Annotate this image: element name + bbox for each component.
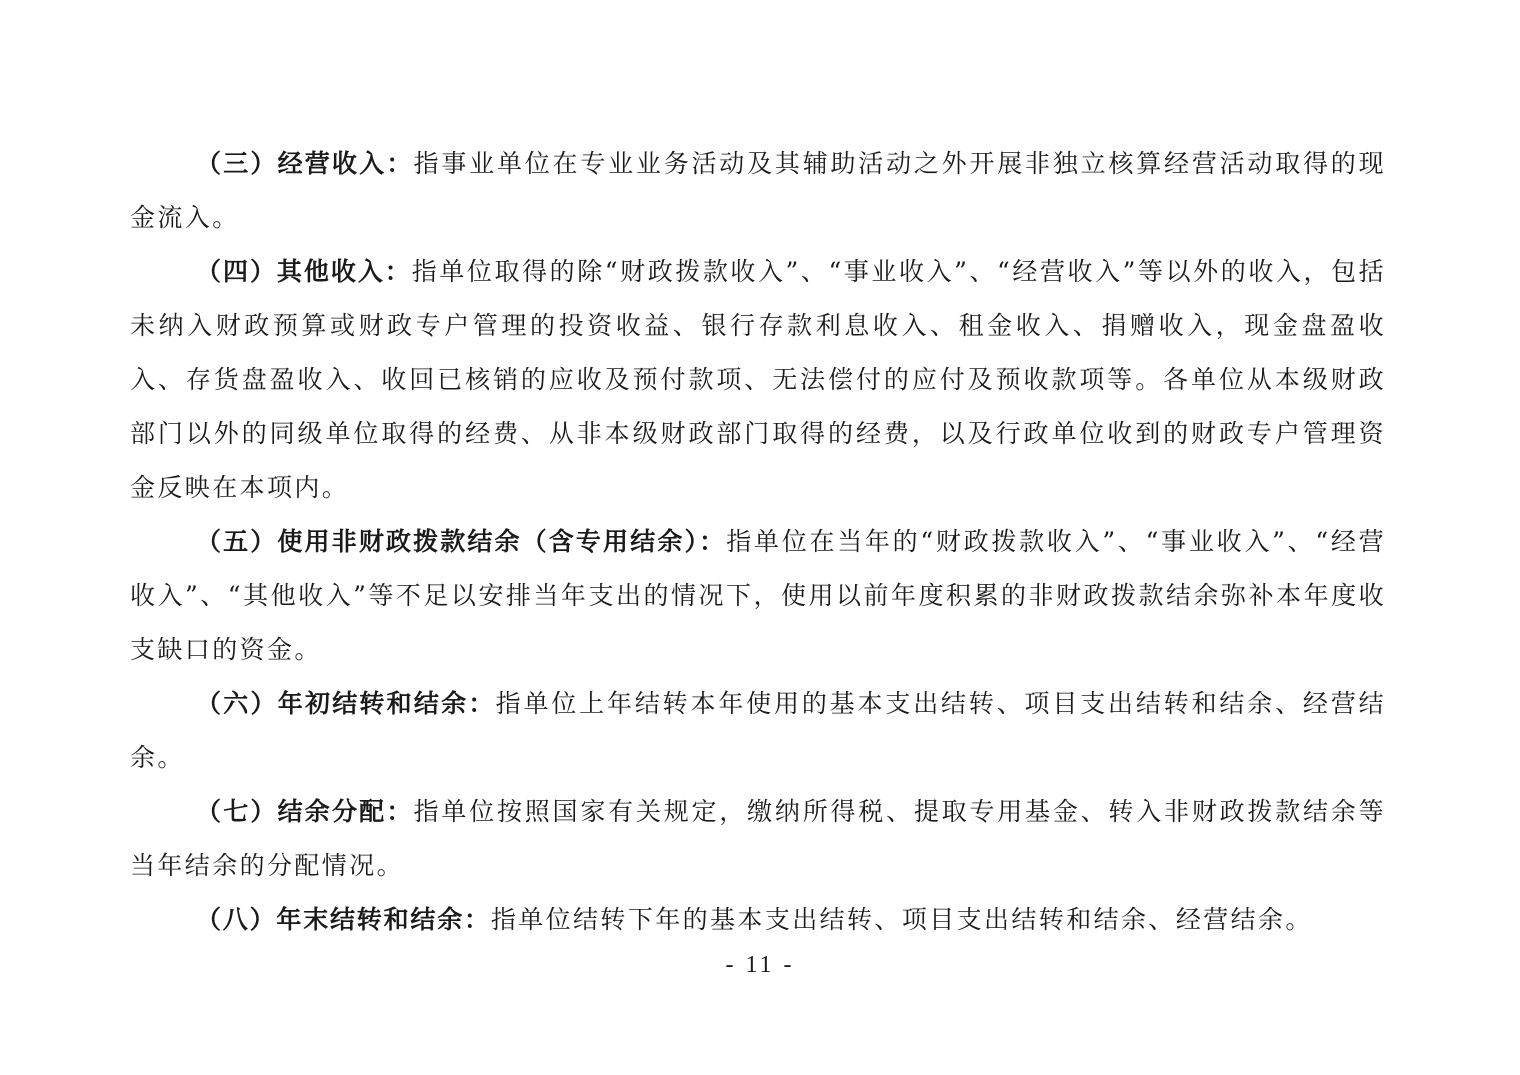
definition-surplus-distribution: 指单位按照国家有关规定，缴纳所得税、提取专用基金、转入非财政拨款结余等当年结余的分配情况。 [130,797,1386,880]
paragraph-surplus-distribution [130,785,1386,893]
definition-non-fiscal-balance-use: 指单位在当年的“财政拨款收入”、“事业收入”、“经营收入”、“其他收入”等不足以安排当年支出的情况下，使用以前年度积累的非财政拨款结余弥补本年度收支缺口的资金。 [130,527,1386,664]
paragraph-other-income [130,245,1386,515]
paragraph-non-fiscal-balance-use [130,515,1386,677]
term-non-fiscal-balance-use: （五）使用非财政拨款结余（含专用结余）： [196,527,727,556]
term-opening-carryover: （六）年初结转和结余： [196,689,496,718]
paragraph-operating-income [130,137,1386,245]
document-body [130,137,1386,947]
term-operating-income: （三）经营收入： [196,149,414,178]
term-closing-carryover: （八）年末结转和结余： [196,905,491,934]
page-number: - 11 - [725,952,795,978]
definition-opening-carryover: 指单位上年结转本年使用的基本支出结转、项目支出结转和结余、经营结余。 [130,689,1386,772]
term-surplus-distribution: （七）结余分配： [196,797,414,826]
definition-operating-income: 指事业单位在专业业务活动及其辅助活动之外开展非独立核算经营活动取得的现金流入。 [130,149,1386,232]
definition-closing-carryover: 指单位结转下年的基本支出结转、项目支出结转和结余、经营结余。 [490,905,1313,934]
term-other-income: （四）其他收入： [196,257,412,286]
definition-other-income: 指单位取得的除“财政拨款收入”、“事业收入”、“经营收入”等以外的收入，包括未纳入财政预算或财政专户管理的投资收益、银行存款利息收入、租金收入、捐赠收入，现金盘盈收入、存货盘盈收入、收回已核销的应收及预付款项、无法偿付的应付及预收款项等。各单位从本级财政部门以外的同级单位取得的经费、从非本级财政部门取得的经费，以及行政单位收到的财政专户管理资金反映在本项内。 [130,257,1387,502]
paragraph-closing-carryover [130,893,1386,947]
paragraph-opening-carryover [130,677,1386,785]
